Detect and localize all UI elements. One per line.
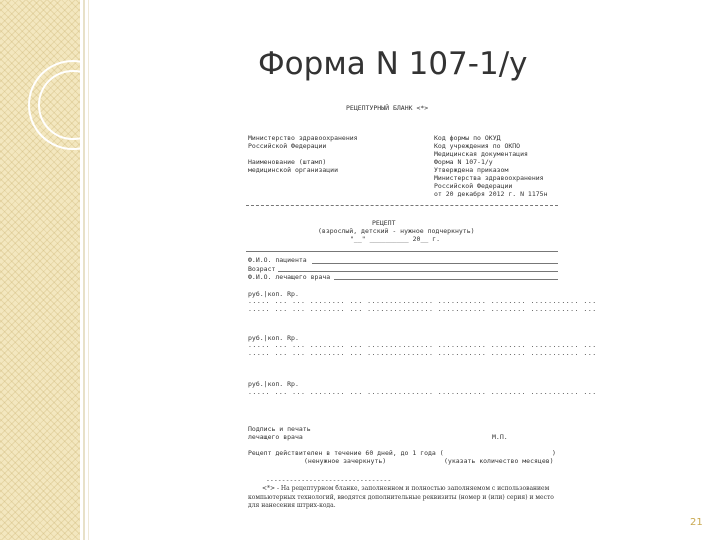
codes-line: Форма N 107-1/у <box>434 158 493 166</box>
codes-line: Код формы по ОКУД <box>434 134 501 142</box>
sidebar-rule <box>83 0 85 540</box>
validity-text: Рецепт действителен в течение 60 дней, до 1 года ( <box>248 449 444 457</box>
issuer-line: Наименование (штамп) <box>248 158 327 166</box>
validity-bracket: ) <box>552 449 556 457</box>
footnote-text: <*> - На рецептурном бланке, заполненном и полностью заполняемом с использованием компьютерных технологий, вводятся дополнительные реквизиты (номер и (или) серия) и место для нанесения штрих-кода. <box>248 485 554 509</box>
patient-name-label: Ф.И.О. пациента <box>248 256 307 264</box>
issuer-line: медицинской организации <box>248 166 339 174</box>
codes-line: Код учреждения по ОКПО <box>434 142 521 150</box>
dashed-divider <box>246 205 558 207</box>
rp-line-1: руб.|коп. Rp. <box>248 290 299 298</box>
issuer-block <box>248 134 358 174</box>
rp-line-3: руб.|коп. Rp. <box>248 380 299 388</box>
decorative-circle <box>38 70 108 140</box>
dotted-line: ..... ... ... ........ ... ............... ........... ........ ........... ... <box>248 297 597 305</box>
codes-line: Российской Федерации <box>434 182 513 190</box>
slide-title: Форма N 107-1/у <box>258 46 528 82</box>
signature-label: лечащего врача <box>248 433 303 441</box>
age-label: Возраст <box>248 265 276 273</box>
signature-label: Подпись и печать <box>248 425 311 433</box>
footnote-separator: -------------------------------- <box>266 476 392 484</box>
recipe-subtitle: (взрослый, детский - нужное подчеркнуть) <box>318 227 475 235</box>
dotted-line: ..... ... ... ........ ... ............... ........... ........ ........... ... <box>248 305 597 313</box>
issuer-line: Министерство здравоохранения <box>248 134 358 142</box>
issuer-line <box>248 150 358 158</box>
sidebar-rule <box>88 0 89 540</box>
validity-note: (указать количество месяцев) <box>444 457 554 465</box>
codes-line: от 20 декабря 2012 г. N 1175н <box>434 190 548 198</box>
codes-line: Министерства здравоохранения <box>434 174 544 182</box>
dotted-line: ..... ... ... ........ ... ............... ........... ........ ........... ... <box>248 388 597 396</box>
rp-line-2: руб.|коп. Rp. <box>248 334 299 342</box>
codes-line: Медицинская документация <box>434 150 528 158</box>
stamp-place: М.П. <box>492 433 508 441</box>
validity-note: (ненужное зачеркнуть) <box>304 457 387 465</box>
form-rule <box>278 271 558 272</box>
decorative-sidebar <box>0 0 80 540</box>
form-header-title: РЕЦЕПТУРНЫЙ БЛАНК <*> <box>346 104 429 112</box>
form-rule <box>246 251 558 252</box>
recipe-title: РЕЦЕПТ <box>372 219 396 227</box>
dotted-line: ..... ... ... ........ ... ............... ........... ........ ........... ... <box>248 349 597 357</box>
dotted-line: ..... ... ... ........ ... ............... ........... ........ ........... ... <box>248 341 597 349</box>
recipe-date: "__" __________ 20__ г. <box>350 235 441 243</box>
page-number: 21 <box>690 517 703 528</box>
issuer-line: Российской Федерации <box>248 142 327 150</box>
form-rule <box>312 263 558 264</box>
codes-line: Утверждена приказом <box>434 166 509 174</box>
doctor-name-label: Ф.И.О. лечащего врача <box>248 273 331 281</box>
form-rule <box>334 279 558 280</box>
form-codes-block <box>434 134 548 198</box>
